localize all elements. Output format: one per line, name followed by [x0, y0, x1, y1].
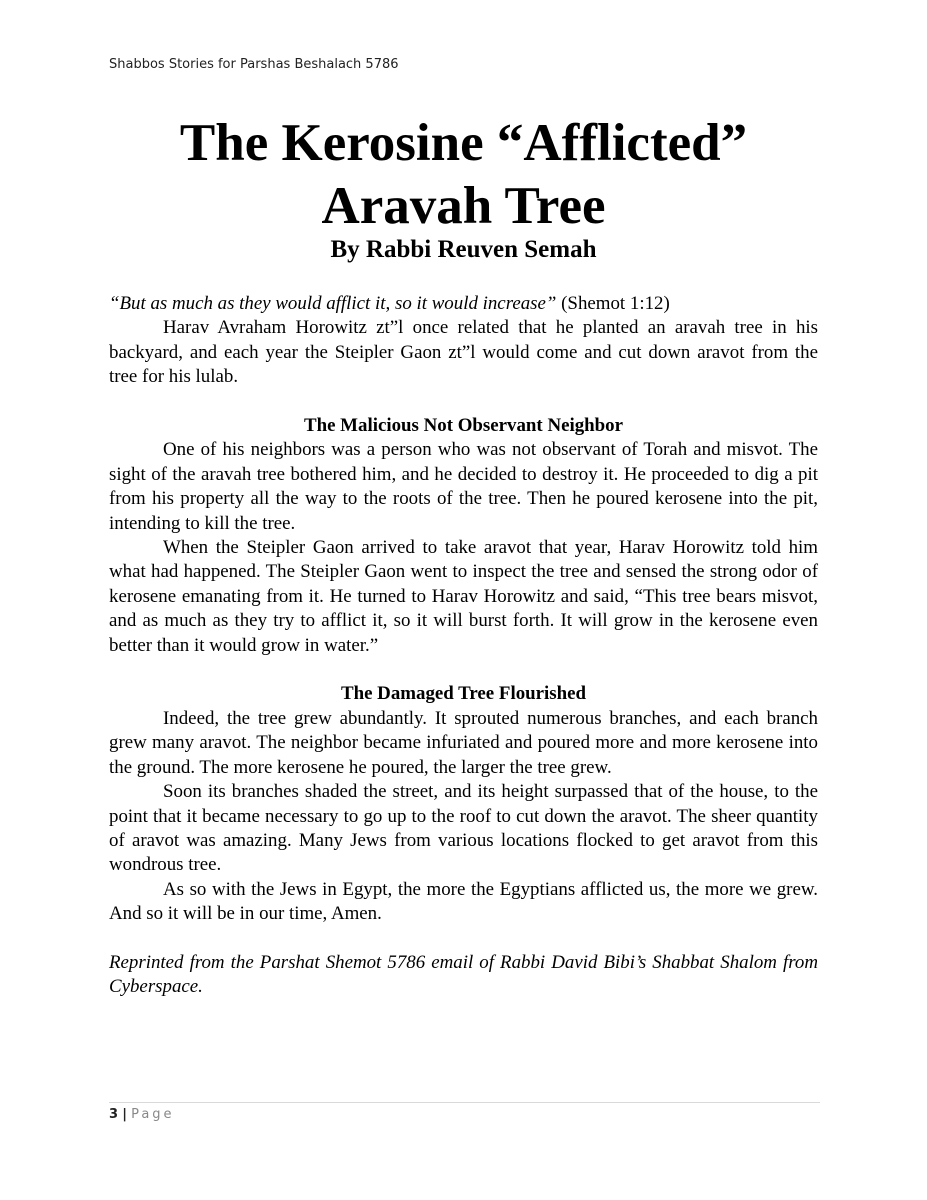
reprint-credit: Reprinted from the Parshat Shemot 5786 email of Rabbi David Bibi’s Shabbat Shalom from Cyberspace. — [109, 951, 818, 998]
page-footer — [109, 1107, 175, 1122]
section-heading-1: The Malicious Not Observant Neighbor — [303, 415, 624, 437]
article-body — [109, 292, 818, 1000]
paragraph-5: Soon its branches shaded the street, and its height surpassed that of the house, to the point that it became necessary to go up to the roof to cut down the aravot. The sheer quantity of aravot was amazing. Many Jews from various locations flocked to get aravot from this wondrous tree. — [109, 781, 818, 876]
paragraph-3: When the Steipler Gaon arrived to take aravot that year, Harav Horowitz told him what had happened. The Steipler Gaon went to inspect the tree and sensed the strong odor of kerosene emanating from it. He turned to Harav Horowitz and said, “This tree bears misvot, and as much as they try to afflict it, so it will burst forth. It will grow in the kerosene even better than it would grow in water.” — [109, 537, 818, 656]
epigraph-quote: “But as much as they would afflict it, so it would increase” — [109, 293, 557, 314]
article-title — [0, 112, 927, 238]
page-label: Page — [131, 1107, 175, 1122]
paragraph-2: One of his neighbors was a person who was not observant of Torah and misvot. The sight of the aravah tree bothered him, and he decided to destroy it. He proceeded to dig a pit from his property all the way to the roots of the tree. Then he poured kerosene into the pit, intending to kill the tree. — [109, 439, 818, 534]
spacer — [109, 927, 818, 951]
running-header: Shabbos Stories for Parshas Beshalach 5786 — [109, 57, 399, 72]
page-number: 3 — [109, 1107, 119, 1122]
footer-divider — [109, 1102, 820, 1103]
spacer — [109, 658, 818, 682]
paragraph-4: Indeed, the tree grew abundantly. It sprouted numerous branches, and each branch grew many aravot. The neighbor became infuriated and poured more and more kerosene into the ground. The more kerosene he poured, the larger the tree grew. — [109, 707, 818, 778]
title-line-1: The Kerosine “Afflicted” — [179, 114, 748, 172]
paragraph-1: Harav Avraham Horowitz zt”l once related that he planted an aravah tree in his backyard, and each year the Steipler Gaon zt”l would come and cut down aravot from the tree for his lulab. — [109, 317, 818, 388]
footer-separator: | — [122, 1107, 127, 1122]
spacer — [109, 390, 818, 414]
paragraph-6: As so with the Jews in Egypt, the more the Egyptians afflicted us, the more we grew. And so it will be in our time, Amen. — [109, 878, 818, 925]
section-heading-2: The Damaged Tree Flourished — [340, 683, 587, 705]
author-byline: By Rabbi Reuven Semah — [330, 236, 597, 263]
title-line-2: Aravah Tree — [321, 177, 606, 235]
epigraph — [109, 292, 818, 316]
epigraph-source: (Shemot 1:12) — [556, 293, 670, 314]
